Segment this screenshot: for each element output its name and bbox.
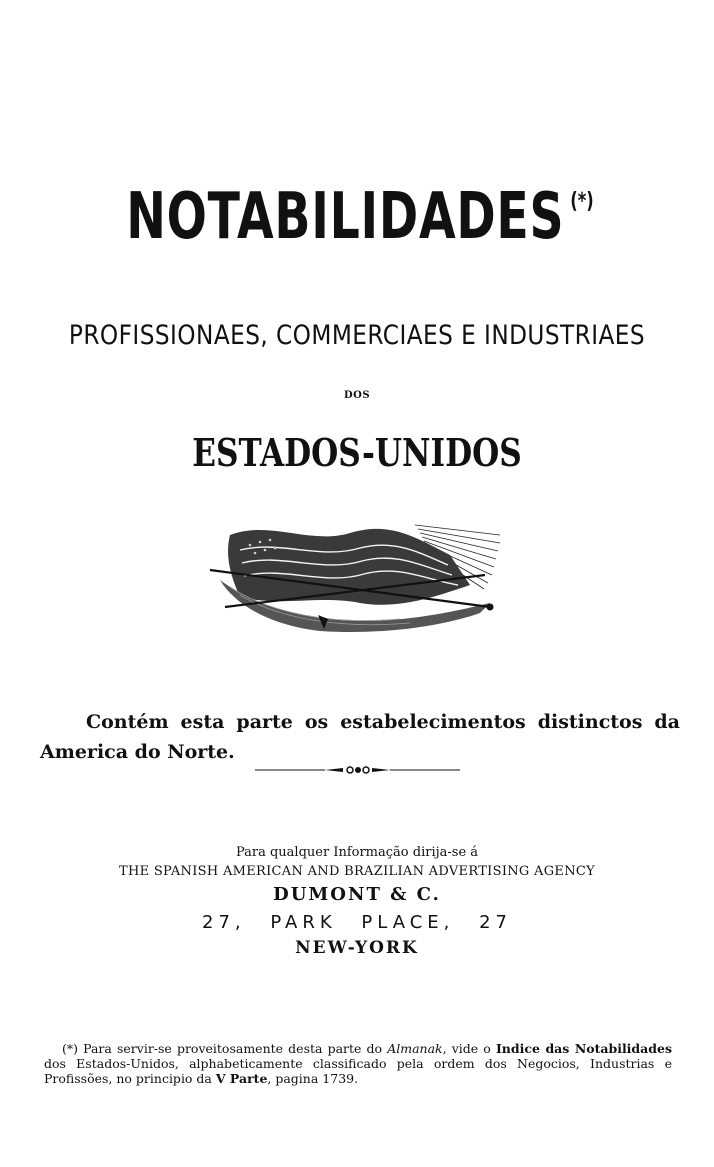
contact-intro: Para qualquer Informação dirija-se á <box>235 845 479 860</box>
intro-paragraph: Contém esta parte os estabelecimentos distinctos da America do Norte. <box>40 711 680 763</box>
footnote-index-ref: Indice das Notabilidades <box>495 1040 673 1056</box>
footnote-almanak: Almanak <box>387 1040 443 1056</box>
city-name: NEW-YORK <box>295 938 419 958</box>
crossed-flags-engraving <box>200 515 500 635</box>
agency-name: THE SPANISH AMERICAN AND BRAZILIAN ADVERTISING AGENCY <box>118 864 596 879</box>
ornamental-divider <box>255 760 460 780</box>
footnote-text-3: dos Estados-Unidos, alphabeticamente classificado pela ordem dos Negocios, Industrias e Profissões, no principio da <box>44 1055 672 1086</box>
footnote-text-4: , pagina 1739. <box>267 1070 359 1086</box>
subtitle: PROFISSIONAES, COMMERCIAES E INDUSTRIAES <box>68 320 646 351</box>
footnote-text-1: (*) Para servir-se proveitosamente desta parte do <box>62 1040 388 1056</box>
country-heading: ESTADOS-UNIDOS <box>192 430 522 475</box>
footnote-text-2: , vide o <box>442 1040 496 1056</box>
title-footnote-mark: (*) <box>570 189 594 214</box>
street-address: 27, PARK PLACE, 27 <box>202 912 512 933</box>
footnote-part-ref: V Parte <box>215 1070 268 1086</box>
page-title <box>93 180 621 254</box>
connector-word: DOS <box>343 390 371 401</box>
title-text: NOTABILIDADES <box>126 180 565 254</box>
company-name: DUMONT & C. <box>273 884 441 905</box>
footnote <box>44 1041 672 1086</box>
